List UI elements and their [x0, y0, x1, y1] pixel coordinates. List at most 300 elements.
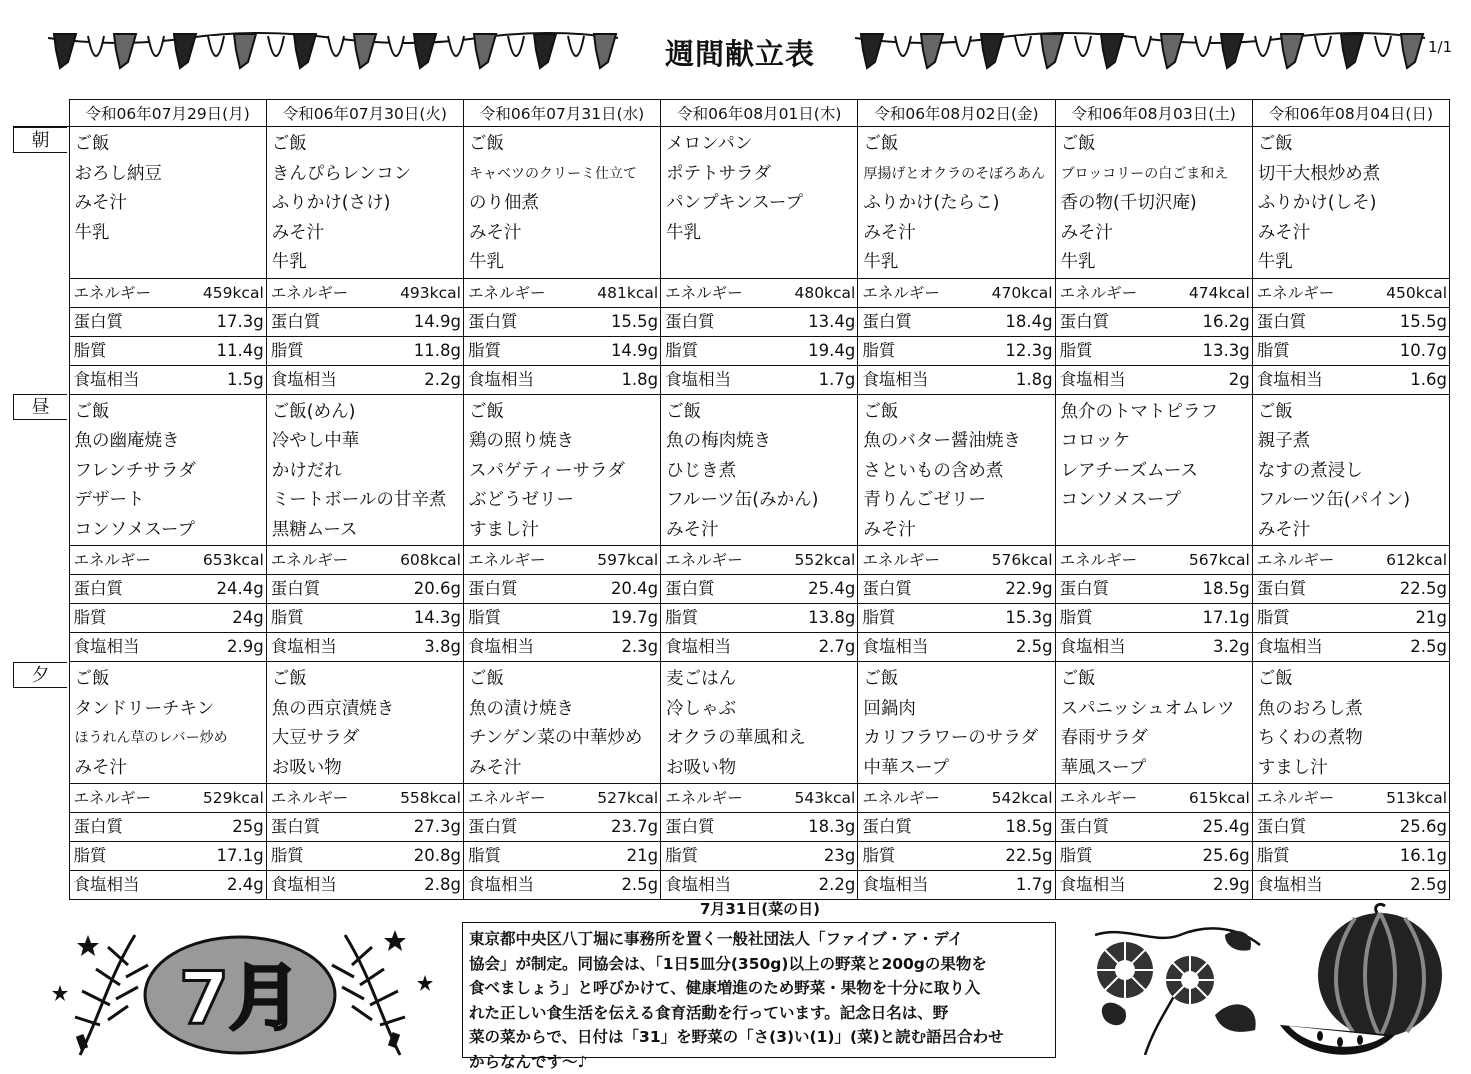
nutrient-value: 2.4g [167, 871, 266, 900]
nutrient-label: 蛋白質 [1055, 575, 1153, 604]
dish-item: 親子煮 [1258, 427, 1447, 457]
nutrition-row [13, 336, 1450, 365]
dish-item: お吸い物 [272, 754, 461, 784]
nutrient-value: 653kcal [167, 546, 266, 575]
dish-item: ご飯 [272, 130, 461, 160]
nutrient-value: 14.3g [364, 604, 463, 633]
nutrient-label: 食塩相当 [858, 871, 956, 900]
nutrition-row [13, 575, 1450, 604]
dish-item: みそ汁 [272, 219, 461, 249]
nutrient-label: 脂質 [661, 842, 759, 871]
nutrient-label: エネルギー [1252, 784, 1350, 813]
nutrient-value: 22.5g [956, 842, 1055, 871]
dish-item: みそ汁 [75, 754, 264, 784]
nutrient-value: 493kcal [364, 278, 463, 307]
dish-item: ご飯 [75, 130, 264, 160]
dish-item: 魚のバター醤油焼き [863, 427, 1052, 457]
nutrient-value: 11.4g [167, 336, 266, 365]
nutrient-value: 17.1g [167, 842, 266, 871]
nutrient-value: 11.8g [364, 336, 463, 365]
nutrient-label: 脂質 [858, 604, 956, 633]
nutrient-label: 食塩相当 [266, 871, 364, 900]
nutrient-value: 543kcal [759, 784, 858, 813]
nutrient-value: 25.6g [1350, 813, 1449, 842]
meal-label-cell [13, 662, 69, 900]
dish-item: みそ汁 [863, 516, 1052, 546]
nutrient-value: 1.7g [759, 365, 858, 394]
nutrient-value: 552kcal [759, 546, 858, 575]
dish-item: デザート [75, 486, 264, 516]
weekly-menu-table [13, 99, 1450, 900]
nutrient-label: エネルギー [1252, 278, 1350, 307]
dish-item: 魚の西京漬焼き [272, 695, 461, 725]
dish-item: 牛乳 [863, 248, 1052, 278]
nutrient-value: 12.3g [956, 336, 1055, 365]
dish-item: みそ汁 [1258, 516, 1447, 546]
dish-item: 冷やし中華 [272, 427, 461, 457]
nutrient-value: 21g [1350, 604, 1449, 633]
dish-cell [858, 394, 1055, 546]
dish-item: ご飯 [863, 398, 1052, 428]
nutrient-label: 食塩相当 [463, 871, 561, 900]
dish-item: ミートボールの甘辛煮 [272, 486, 461, 516]
nutrient-label: 蛋白質 [858, 575, 956, 604]
dish-item: スパゲティーサラダ [469, 457, 658, 487]
page-number: 1/1 [1428, 38, 1452, 56]
nutrient-label: 脂質 [69, 604, 167, 633]
nutrient-label: 脂質 [266, 842, 364, 871]
dish-item: おろし納豆 [75, 160, 264, 190]
meal-label-cell [13, 127, 69, 395]
nutrient-value: 1.6g [1350, 365, 1449, 394]
nutrient-value: 17.3g [167, 307, 266, 336]
nutrient-label: 蛋白質 [661, 307, 759, 336]
nutrient-label: 食塩相当 [1252, 871, 1350, 900]
nutrient-label: エネルギー [69, 278, 167, 307]
nutrient-label: 食塩相当 [69, 633, 167, 662]
nutrient-label: 蛋白質 [266, 813, 364, 842]
nutrient-value: 1.5g [167, 365, 266, 394]
dish-item: 中華スープ [863, 754, 1052, 784]
dish-item: 黒糖ムース [272, 516, 461, 546]
nutrient-label: 蛋白質 [69, 813, 167, 842]
dish-item: コンソメスープ [1061, 486, 1250, 516]
table-corner [13, 100, 69, 127]
nutrient-label: 脂質 [661, 336, 759, 365]
special-day-title: 7月31日(菜の日) [630, 898, 890, 919]
dish-item: ご飯 [1258, 398, 1447, 428]
dish-item: フルーツ缶(パイン) [1258, 486, 1447, 516]
nutrient-label: エネルギー [858, 784, 956, 813]
nutrient-value: 481kcal [562, 278, 661, 307]
nutrient-label: エネルギー [858, 546, 956, 575]
dish-item: レアチーズムース [1061, 457, 1250, 487]
dish-cell [1055, 127, 1252, 279]
nutrient-label: 蛋白質 [858, 307, 956, 336]
nutrient-value: 20.8g [364, 842, 463, 871]
dish-item: ご飯 [1258, 665, 1447, 695]
nutrient-value: 13.4g [759, 307, 858, 336]
nutrient-label: 食塩相当 [69, 871, 167, 900]
dish-item: 麦ごはん [666, 665, 855, 695]
nutrient-value: 13.3g [1153, 336, 1252, 365]
nutrient-value: 25.4g [1153, 813, 1252, 842]
dish-item: 牛乳 [666, 219, 855, 249]
dish-item: ふりかけ(たらこ) [863, 189, 1052, 219]
dish-item: タンドリーチキン [75, 695, 264, 725]
nutrient-label: 蛋白質 [661, 813, 759, 842]
nutrient-value: 470kcal [956, 278, 1055, 307]
nutrient-value: 23.7g [562, 813, 661, 842]
nutrient-label: 脂質 [266, 336, 364, 365]
dish-item: のり佃煮 [469, 189, 658, 219]
nutrient-value: 24g [167, 604, 266, 633]
dish-cell [661, 394, 858, 546]
nutrient-value: 19.4g [759, 336, 858, 365]
nutrient-value: 3.8g [364, 633, 463, 662]
dish-item: 回鍋肉 [863, 695, 1052, 725]
dish-item: 牛乳 [75, 219, 264, 249]
nutrient-label: 食塩相当 [1055, 365, 1153, 394]
dish-item: みそ汁 [666, 516, 855, 546]
dish-item: すまし汁 [469, 516, 658, 546]
nutrient-label: 食塩相当 [1055, 871, 1153, 900]
nutrient-label: エネルギー [463, 278, 561, 307]
dish-item: コロッケ [1061, 427, 1250, 457]
dish-item: お吸い物 [666, 754, 855, 784]
dish-cell [266, 662, 463, 784]
nutrient-label: 蛋白質 [463, 307, 561, 336]
nutrient-label: 蛋白質 [69, 575, 167, 604]
nutrient-value: 14.9g [562, 336, 661, 365]
dish-item: 春雨サラダ [1061, 724, 1250, 754]
nutrient-label: 脂質 [463, 604, 561, 633]
info-line: れた正しい食生活を伝える食育活動を行っています。記念日名は、野 [469, 1001, 1049, 1026]
dish-cell [1252, 394, 1449, 546]
nutrition-row [13, 633, 1450, 662]
dish-item: みそ汁 [75, 189, 264, 219]
dish-cell [463, 127, 660, 279]
nutrient-value: 597kcal [562, 546, 661, 575]
dish-item: すまし汁 [1258, 754, 1447, 784]
dish-item: メロンパン [666, 130, 855, 160]
day-header: 令和06年08月03日(土) [1055, 100, 1252, 127]
dish-item: きんぴらレンコン [272, 160, 461, 190]
nutrition-row [13, 604, 1450, 633]
dish-item: ご飯 [863, 665, 1052, 695]
info-line: 東京都中央区八丁堀に事務所を置く一般社団法人「ファイブ・ア・デイ [469, 927, 1049, 952]
nutrition-row [13, 842, 1450, 871]
nutrient-value: 18.4g [956, 307, 1055, 336]
morning-glory-icon [1085, 915, 1270, 1055]
dish-item: 牛乳 [272, 248, 461, 278]
dish-item: チンゲン菜の中華炒め [469, 724, 658, 754]
nutrient-label: 脂質 [1252, 336, 1350, 365]
nutrient-value: 2.2g [364, 365, 463, 394]
nutrient-label: エネルギー [266, 784, 364, 813]
dish-item: 牛乳 [469, 248, 658, 278]
dish-item: ご飯 [1258, 130, 1447, 160]
nutrient-label: 食塩相当 [1252, 633, 1350, 662]
nutrient-value: 15.5g [1350, 307, 1449, 336]
nutrient-label: エネルギー [69, 784, 167, 813]
dish-item: ひじき煮 [666, 457, 855, 487]
nutrient-label: 脂質 [1252, 604, 1350, 633]
dish-item: ご飯 [469, 130, 658, 160]
dish-item: みそ汁 [469, 754, 658, 784]
dish-item: 冷しゃぶ [666, 695, 855, 725]
dish-cell [266, 127, 463, 279]
dish-item: 魚の梅肉焼き [666, 427, 855, 457]
nutrient-label: エネルギー [1055, 784, 1153, 813]
nutrient-label: エネルギー [1055, 546, 1153, 575]
nutrient-label: 蛋白質 [1055, 307, 1153, 336]
nutrient-label: 脂質 [463, 842, 561, 871]
dish-item: コンソメスープ [75, 516, 264, 546]
dish-item: ご飯 [469, 665, 658, 695]
nutrition-row [13, 307, 1450, 336]
dish-cell [1055, 394, 1252, 546]
dish-item: 切干大根炒め煮 [1258, 160, 1447, 190]
special-day-info [462, 922, 1056, 1058]
dish-item: 厚揚げとオクラのそぼろあん [863, 160, 1052, 190]
page-header [0, 0, 1471, 90]
nutrient-value: 2.8g [364, 871, 463, 900]
nutrient-label: エネルギー [858, 278, 956, 307]
info-line: 食べましょう」と呼びかけて、健康増進のため野菜・果物を十分に取り入 [469, 976, 1049, 1001]
dish-cell [661, 127, 858, 279]
dish-cell [858, 127, 1055, 279]
info-line: 菜の菜からで、日付は「31」を野菜の「さ(3)い(1)」(菜)と読む語呂合わせ [469, 1025, 1049, 1050]
dish-item: フレンチサラダ [75, 457, 264, 487]
dishes-row [13, 127, 1450, 279]
nutrient-value: 1.8g [562, 365, 661, 394]
flag-garland-icon [48, 20, 618, 80]
dish-item: 大豆サラダ [272, 724, 461, 754]
nutrient-label: 脂質 [858, 336, 956, 365]
nutrient-value: 20.4g [562, 575, 661, 604]
nutrient-value: 1.7g [956, 871, 1055, 900]
dish-item: ほうれん草のレバー炒め [75, 724, 264, 754]
nutrient-value: 25g [167, 813, 266, 842]
dish-cell [1055, 662, 1252, 784]
meal-label-cell [13, 394, 69, 662]
dish-item: スパニッシュオムレツ [1061, 695, 1250, 725]
nutrient-label: 蛋白質 [1252, 307, 1350, 336]
nutrition-row [13, 784, 1450, 813]
dish-cell [1252, 127, 1449, 279]
nutrient-value: 2.5g [956, 633, 1055, 662]
dish-item: ご飯(めん) [272, 398, 461, 428]
dish-item: なすの煮浸し [1258, 457, 1447, 487]
dish-item: ポテトサラダ [666, 160, 855, 190]
dish-cell [661, 662, 858, 784]
dish-item: みそ汁 [863, 219, 1052, 249]
nutrient-label: エネルギー [661, 784, 759, 813]
dish-item: みそ汁 [469, 219, 658, 249]
nutrient-label: 脂質 [69, 842, 167, 871]
nutrient-value: 25.4g [759, 575, 858, 604]
nutrient-value: 480kcal [759, 278, 858, 307]
page-title: 週間献立表 [640, 32, 840, 73]
day-header: 令和06年08月01日(木) [661, 100, 858, 127]
dish-cell [858, 662, 1055, 784]
dish-item: ご飯 [75, 398, 264, 428]
nutrient-label: 脂質 [1055, 842, 1153, 871]
nutrient-value: 612kcal [1350, 546, 1449, 575]
nutrient-value: 527kcal [562, 784, 661, 813]
dish-item: オクラの華風和え [666, 724, 855, 754]
nutrient-value: 3.2g [1153, 633, 1252, 662]
nutrient-label: 脂質 [463, 336, 561, 365]
nutrient-label: 脂質 [858, 842, 956, 871]
nutrient-label: エネルギー [661, 278, 759, 307]
nutrient-value: 15.3g [956, 604, 1055, 633]
day-header: 令和06年07月31日(水) [463, 100, 660, 127]
nutrient-value: 2.3g [562, 633, 661, 662]
dish-item: 香の物(千切沢庵) [1061, 189, 1250, 219]
nutrient-value: 19.7g [562, 604, 661, 633]
nutrient-label: 食塩相当 [661, 365, 759, 394]
nutrient-label: エネルギー [69, 546, 167, 575]
dish-item: カリフラワーのサラダ [863, 724, 1052, 754]
nutrient-value: 15.5g [562, 307, 661, 336]
nutrient-value: 1.8g [956, 365, 1055, 394]
nutrient-value: 2.7g [759, 633, 858, 662]
nutrient-value: 25.6g [1153, 842, 1252, 871]
dish-cell [69, 662, 266, 784]
nutrient-label: エネルギー [266, 278, 364, 307]
nutrient-label: 蛋白質 [266, 307, 364, 336]
nutrient-label: 蛋白質 [463, 813, 561, 842]
nutrient-value: 16.2g [1153, 307, 1252, 336]
nutrient-label: エネルギー [1252, 546, 1350, 575]
nutrient-value: 2g [1153, 365, 1252, 394]
dish-item: ブロッコリーの白ごま和え [1061, 160, 1250, 190]
nutrient-label: 蛋白質 [661, 575, 759, 604]
nutrient-value: 513kcal [1350, 784, 1449, 813]
nutrient-value: 567kcal [1153, 546, 1252, 575]
nutrient-label: 脂質 [661, 604, 759, 633]
nutrient-value: 2.2g [759, 871, 858, 900]
flag-garland-icon [855, 20, 1425, 80]
nutrition-row [13, 546, 1450, 575]
nutrient-value: 18.5g [956, 813, 1055, 842]
nutrient-value: 20.6g [364, 575, 463, 604]
nutrient-value: 558kcal [364, 784, 463, 813]
dishes-row [13, 662, 1450, 784]
day-header: 令和06年07月30日(火) [266, 100, 463, 127]
nutrient-label: 食塩相当 [858, 365, 956, 394]
dish-item: 青りんごゼリー [863, 486, 1052, 516]
nutrient-label: エネルギー [266, 546, 364, 575]
dish-cell [463, 394, 660, 546]
nutrition-row [13, 871, 1450, 900]
dish-item: みそ汁 [1258, 219, 1447, 249]
day-header: 令和06年08月04日(日) [1252, 100, 1449, 127]
dish-item: 魚介のトマトピラフ [1061, 398, 1250, 428]
meal-label: 朝 [13, 127, 67, 153]
dish-cell [266, 394, 463, 546]
dish-item: パンプキンスープ [666, 189, 855, 219]
nutrient-label: 蛋白質 [266, 575, 364, 604]
nutrient-label: 脂質 [266, 604, 364, 633]
dish-item: ご飯 [469, 398, 658, 428]
nutrient-label: 蛋白質 [1252, 575, 1350, 604]
nutrition-row [13, 278, 1450, 307]
dish-item: ふりかけ(さけ) [272, 189, 461, 219]
nutrient-label: 脂質 [1055, 604, 1153, 633]
nutrient-value: 608kcal [364, 546, 463, 575]
meal-label: 昼 [13, 394, 67, 420]
dish-item: ぶどうゼリー [469, 486, 658, 516]
day-header: 令和06年08月02日(金) [858, 100, 1055, 127]
nutrient-value: 2.5g [562, 871, 661, 900]
nutrient-label: 食塩相当 [463, 365, 561, 394]
dish-item: 魚のおろし煮 [1258, 695, 1447, 725]
nutrient-label: エネルギー [463, 546, 561, 575]
nutrient-value: 24.4g [167, 575, 266, 604]
nutrient-value: 18.3g [759, 813, 858, 842]
nutrient-label: 食塩相当 [463, 633, 561, 662]
nutrient-value: 21g [562, 842, 661, 871]
dish-item: 鶏の照り焼き [469, 427, 658, 457]
nutrient-label: 食塩相当 [1055, 633, 1153, 662]
nutrient-value: 14.9g [364, 307, 463, 336]
nutrient-label: 食塩相当 [661, 633, 759, 662]
dish-cell [1252, 662, 1449, 784]
nutrient-value: 459kcal [167, 278, 266, 307]
nutrient-value: 542kcal [956, 784, 1055, 813]
day-header-row [13, 100, 1450, 127]
nutrient-label: 蛋白質 [858, 813, 956, 842]
nutrient-label: 食塩相当 [69, 365, 167, 394]
nutrient-value: 2.5g [1350, 633, 1449, 662]
nutrient-value: 2.9g [167, 633, 266, 662]
nutrient-label: 脂質 [1055, 336, 1153, 365]
nutrient-value: 2.9g [1153, 871, 1252, 900]
nutrient-label: 食塩相当 [266, 365, 364, 394]
nutrition-row [13, 813, 1450, 842]
nutrient-value: 2.5g [1350, 871, 1449, 900]
watermelon-icon [1275, 900, 1460, 1060]
info-line: からなんです～♪ [469, 1050, 1049, 1074]
dish-cell [69, 394, 266, 546]
nutrient-value: 13.8g [759, 604, 858, 633]
dish-item: ご飯 [1061, 130, 1250, 160]
nutrient-label: エネルギー [463, 784, 561, 813]
month-badge-text: 7月 [179, 956, 301, 1040]
dish-item: ご飯 [75, 665, 264, 695]
dish-cell [69, 127, 266, 279]
tanabata-bamboo-icon [40, 915, 440, 1065]
dish-item: 牛乳 [1258, 248, 1447, 278]
dish-item: ご飯 [1061, 665, 1250, 695]
nutrient-value: 22.9g [956, 575, 1055, 604]
dish-item: 魚の漬け焼き [469, 695, 658, 725]
nutrient-value: 17.1g [1153, 604, 1252, 633]
nutrient-value: 23g [759, 842, 858, 871]
nutrient-value: 576kcal [956, 546, 1055, 575]
dish-item: かけだれ [272, 457, 461, 487]
nutrient-label: エネルギー [1055, 278, 1153, 307]
dish-item: キャベツのクリーミ仕立て [469, 160, 658, 190]
dish-item: 牛乳 [1061, 248, 1250, 278]
dish-item: 華風スープ [1061, 754, 1250, 784]
dish-item: 魚の幽庵焼き [75, 427, 264, 457]
nutrient-value: 18.5g [1153, 575, 1252, 604]
nutrient-label: 食塩相当 [1252, 365, 1350, 394]
